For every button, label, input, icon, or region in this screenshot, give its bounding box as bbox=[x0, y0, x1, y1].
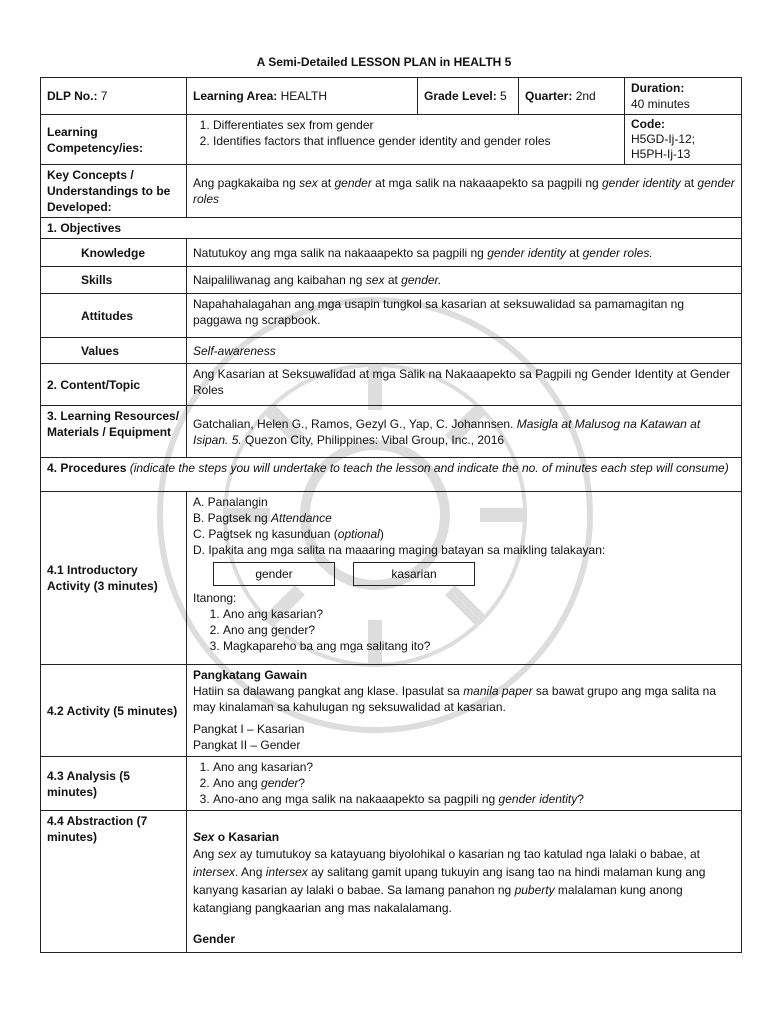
analysis-question-text: Ano ang bbox=[213, 776, 262, 790]
word-boxes bbox=[193, 562, 735, 586]
abstraction-term: puberty bbox=[514, 883, 555, 897]
analysis-question-term: gender bbox=[261, 776, 299, 790]
quarter-cell bbox=[519, 78, 625, 115]
intro-step-a: A. Panalangin bbox=[193, 495, 268, 509]
resources-book-title: Masigla at Malusog na Katawan at Isipan. 5. bbox=[193, 416, 701, 447]
intro-cell bbox=[187, 492, 742, 665]
competency-list bbox=[193, 117, 618, 149]
dlp-cell bbox=[41, 78, 187, 115]
activity-heading: Pangkatang Gawain bbox=[193, 668, 308, 682]
activity-instructions bbox=[193, 683, 735, 715]
intro-label: 4.1 Introductory Activity (3 minutes) bbox=[41, 492, 187, 665]
word-box-kasarian: kasarian bbox=[353, 562, 475, 586]
abstraction-label: 4.4 Abstraction (7 minutes) bbox=[41, 811, 187, 953]
objectives-heading: 1. Objectives bbox=[41, 218, 742, 239]
intro-question: 1. Ano ang kasarian? bbox=[223, 606, 735, 622]
skills-term: sex bbox=[365, 273, 385, 287]
analysis-question-term: gender identity bbox=[498, 792, 578, 806]
analysis-cell bbox=[187, 757, 742, 811]
grade-level-cell bbox=[418, 78, 519, 115]
quarter-label: Quarter: bbox=[525, 89, 573, 103]
values-label: Values bbox=[41, 338, 187, 364]
resources-cell bbox=[187, 406, 742, 458]
key-concepts-label: Key Concepts / Understandings to be Developed: bbox=[41, 165, 187, 218]
attitudes-label: Attitudes bbox=[41, 294, 187, 338]
competency-cell bbox=[187, 115, 625, 165]
intro-step-b-text: B. Pagtsek ng bbox=[193, 511, 272, 525]
code-value-1: H5GD-Ij-12; bbox=[631, 132, 696, 146]
abstraction-term: intersex bbox=[193, 865, 236, 879]
abstraction-heading-sex bbox=[193, 829, 735, 845]
key-concepts-term: sex bbox=[299, 176, 318, 190]
intro-step-b bbox=[193, 510, 735, 526]
competency-item: 2. Identifies factors that influence gender identity and gender roles bbox=[213, 133, 618, 149]
abstraction-text: malalaman kung anong katangiang pangkaarian ang mas nakalalamang. bbox=[193, 883, 683, 915]
duration-value: 40 minutes bbox=[631, 97, 690, 111]
activity-label: 4.2 Activity (5 minutes) bbox=[41, 665, 187, 757]
key-concepts-term: gender bbox=[334, 176, 372, 190]
knowledge-label: Knowledge bbox=[41, 239, 187, 267]
skills-text: at bbox=[384, 273, 402, 287]
abstraction-heading-gender: Gender bbox=[193, 932, 236, 946]
lesson-plan-table bbox=[40, 77, 742, 953]
key-concepts-text: Ang pagkakaiba ng bbox=[193, 176, 300, 190]
key-concepts-term: gender identity bbox=[602, 176, 681, 190]
resources-text: Quezon City, Philippines: Vibal Group, Inc., 2016 bbox=[241, 432, 505, 447]
skills-text: Naipaliliwanag ang kaibahan ng bbox=[193, 273, 366, 287]
analysis-questions bbox=[193, 759, 735, 807]
procedures-note: (indicate the steps you will undertake to teach the lesson and indicate the no. of minutes each step will consume) bbox=[129, 461, 729, 475]
analysis-question bbox=[213, 775, 735, 791]
learning-area-value: HEALTH bbox=[280, 89, 328, 103]
group-2: Pangkat II – Gender bbox=[193, 738, 301, 752]
duration-label: Duration: bbox=[631, 81, 685, 95]
intro-questions bbox=[193, 606, 735, 654]
abstraction-heading-term: Sex bbox=[193, 830, 215, 844]
page-title: A Semi-Detailed LESSON PLAN in HEALTH 5 bbox=[256, 55, 512, 69]
resources-label: 3. Learning Resources/ Materials / Equipment bbox=[41, 406, 187, 458]
abstraction-cell bbox=[187, 811, 742, 953]
knowledge-text: at bbox=[565, 245, 583, 260]
analysis-question-text: ? bbox=[298, 776, 306, 790]
learning-area-cell bbox=[187, 78, 418, 115]
code-label: Code: bbox=[631, 117, 665, 131]
key-concepts-text: at bbox=[317, 176, 335, 190]
activity-text: sa bawat grupo ang mga salita na may kinalaman sa kahulugan ng seksuwalidad at kasarian. bbox=[193, 684, 717, 714]
intro-step-b-term: Attendance bbox=[271, 511, 332, 525]
analysis-question bbox=[213, 791, 735, 807]
word-box-gender: gender bbox=[213, 562, 335, 586]
activity-text: Hatiin sa dalawang pangkat ang klase. Ipasulat sa bbox=[193, 684, 464, 698]
intro-step-c-term: optional bbox=[337, 527, 380, 541]
knowledge-term: gender roles. bbox=[582, 245, 653, 260]
knowledge-term: gender identity bbox=[487, 245, 566, 260]
knowledge-text: Natutukoy ang mga salik na nakaaapekto sa pagpili ng bbox=[193, 245, 488, 260]
key-concepts-cell bbox=[187, 165, 742, 218]
dlp-value: 7 bbox=[100, 89, 108, 103]
competency-item: 1. Differentiates sex from gender bbox=[213, 117, 618, 133]
key-concepts-term: gender roles bbox=[193, 176, 735, 206]
content-value: Ang Kasarian at Seksuwalidad at mga Salik na Nakaaapekto sa Pagpili ng Gender Identity at Gender Roles bbox=[187, 364, 742, 406]
intro-step-d: D. Ipakita ang mga salita na maaaring maging batayan sa maikling talakayan: bbox=[193, 543, 606, 557]
duration-cell bbox=[625, 78, 742, 115]
intro-step-c-text: C. Pagtsek ng kasunduan ( bbox=[193, 527, 338, 541]
skills-cell bbox=[187, 267, 742, 294]
competency-label: Learning Competency/ies: bbox=[41, 115, 187, 165]
intro-step-c bbox=[193, 526, 735, 542]
abstraction-heading-text: o Kasarian bbox=[214, 830, 280, 844]
content-label: 2. Content/Topic bbox=[41, 364, 187, 406]
intro-question: 3. Magkapareho ba ang mga salitang ito? bbox=[223, 638, 735, 654]
attitudes-value: Napahahalagahan ang mga usapin tungkol sa kasarian at seksuwalidad sa pamamagitan ng paggawa ng scrapbook. bbox=[187, 294, 742, 338]
skills-term: gender. bbox=[401, 273, 442, 287]
learning-area-label: Learning Area: bbox=[193, 89, 278, 103]
key-concepts-text: at bbox=[680, 176, 698, 190]
intro-step-c-text: ) bbox=[379, 527, 384, 541]
procedures-heading bbox=[41, 458, 742, 492]
intro-question: 2. Ano ang gender? bbox=[223, 622, 735, 638]
knowledge-cell bbox=[187, 239, 742, 267]
abstraction-text: ay salitang gamit upang tukuyin ang isang tao na hindi malaman kung ang kanyang kasarian ay lalaki o babae. Sa lamang panahon ng bbox=[193, 865, 706, 897]
dlp-label: DLP No.: bbox=[47, 89, 98, 103]
abstraction-term: intersex bbox=[265, 865, 308, 879]
activity-term: manila paper bbox=[463, 684, 533, 698]
abstraction-text: ay tumutukoy sa katayuang biyolohikal o kasarian ng tao katulad nga lalaki o babae, at bbox=[236, 847, 701, 861]
code-cell bbox=[625, 115, 742, 165]
procedures-label: 4. Procedures bbox=[47, 461, 127, 475]
analysis-label: 4.3 Analysis (5 minutes) bbox=[41, 757, 187, 811]
resources-text: Gatchalian, Helen G., Ramos, Gezyl G., Yap, C. Johannsen. bbox=[193, 416, 517, 431]
analysis-question-text: ? bbox=[577, 792, 584, 806]
values-value: Self-awareness bbox=[187, 338, 742, 364]
analysis-question-text: Ano-ano ang mga salik na nakaaapekto sa pagpili ng bbox=[213, 792, 499, 806]
quarter-value: 2nd bbox=[575, 89, 596, 103]
abstraction-text: . Ang bbox=[235, 865, 266, 879]
analysis-question: 1. Ano ang kasarian? bbox=[213, 759, 735, 775]
abstraction-paragraph bbox=[193, 845, 735, 917]
grade-level-label: Grade Level: bbox=[424, 89, 497, 103]
activity-cell bbox=[187, 665, 742, 757]
grade-level-value: 5 bbox=[500, 89, 507, 103]
key-concepts-text: at mga salik na nakaaapekto sa pagpili ng bbox=[371, 176, 602, 190]
abstraction-term: sex bbox=[217, 847, 237, 861]
itanong-label: Itanong: bbox=[193, 591, 237, 605]
abstraction-text: Ang bbox=[193, 847, 218, 861]
skills-label: Skills bbox=[41, 267, 187, 294]
group-1: Pangkat I – Kasarian bbox=[193, 722, 305, 736]
code-value-2: H5PH-Ij-13 bbox=[631, 147, 691, 161]
